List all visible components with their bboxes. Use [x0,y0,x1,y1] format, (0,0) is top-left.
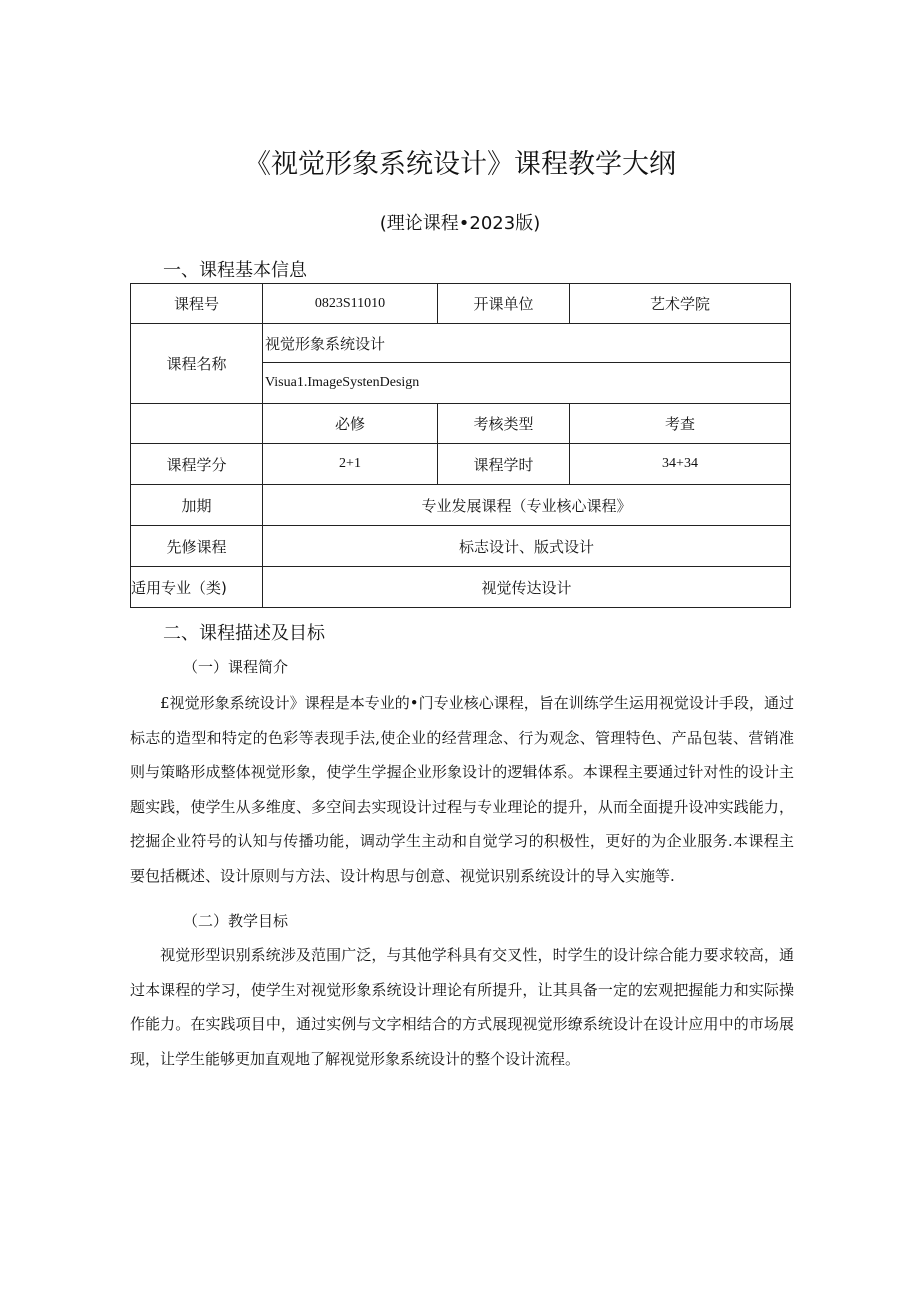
section-heading-description: 二、课程描述及目标 [163,623,325,644]
table-row [131,324,791,363]
table-row [131,567,791,608]
assess-label: 考核类型 [438,404,570,444]
major-label: 适用专业（类) [131,567,263,608]
goal-heading: （二）教学目标 [183,912,289,930]
document-subtitle: (理论课程•2023版) [379,213,541,234]
course-name-label: 课程名称 [131,324,263,404]
dept-value: 艺术学院 [570,284,791,324]
table-row [131,404,791,444]
table-row [131,284,791,324]
goal-text: 视觉形型识别系统涉及范围广泛，与其他学科具有交叉性，时学生的设计综合能力要求较高，通过本课程的学习，使学生对视觉形象系统设计理论有所提升，让其具备一定的宏观把握能力和实际操作能力。在实践项目中，通过实例与文字相结合的方式展现视觉形缭系统设计在设计应用中的市场展现，让学生能够更加直观地了解视觉形象系统设计的整个设计流程。 [130,946,794,1068]
course-no-value: 0823S11010 [263,284,438,324]
goal-paragraph [130,938,794,1076]
assess-value: 考查 [570,404,791,444]
intro-text: £视觉形象系统设计》课程是本专业的•门专业核心课程，旨在训练学生运用视觉设计手段，通过标志的造型和特定的色彩等表现手法,使企业的经营理念、行为观念、管理特色、产品包装、营销准则与策略形成整体视觉形象，使学生学握企业形象设计的逻辑体系。本课程主要通过针对性的设计主题实践，使学生从多维度、多空间去实现设计过程与专业理论的提升，从而全面提升设冲实践能力，挖掘企业符号的认知与传播功能，调动学生主动和自觉学习的积极性，更好的为企业服务.本课程主要包括概述、设计原则与方法、设计构思与创意、视觉识别系统设计的导入实施等. [130,694,794,885]
course-info-table [130,283,791,608]
dept-label: 开课单位 [438,284,570,324]
course-no-label: 课程号 [131,284,263,324]
prereq-value: 标志设计、版式设计 [263,526,791,567]
hours-label: 课程学时 [438,444,570,485]
table-row [131,485,791,526]
hours-value: 34+34 [570,444,791,485]
table-row [131,444,791,485]
document-title: 《视觉形象系统设计》课程教学大纲 [244,149,676,180]
credit-label: 课程学分 [131,444,263,485]
credit-value: 2+1 [263,444,438,485]
intro-heading: （一）课程简介 [183,658,289,676]
type-label-empty [131,404,263,444]
type-value: 必修 [263,404,438,444]
category-label: 加期 [131,485,263,526]
course-name-cn: 视觉形象系统设计 [263,324,791,363]
category-value: 专业发展课程（专业核心课程》 [263,485,791,526]
table-row [131,526,791,567]
course-name-en: Visua1.ImageSystenDesign [263,363,791,404]
major-value: 视觉传达设计 [263,567,791,608]
intro-paragraph [130,686,794,894]
section-heading-basic-info: 一、课程基本信息 [163,260,307,281]
prereq-label: 先修课程 [131,526,263,567]
